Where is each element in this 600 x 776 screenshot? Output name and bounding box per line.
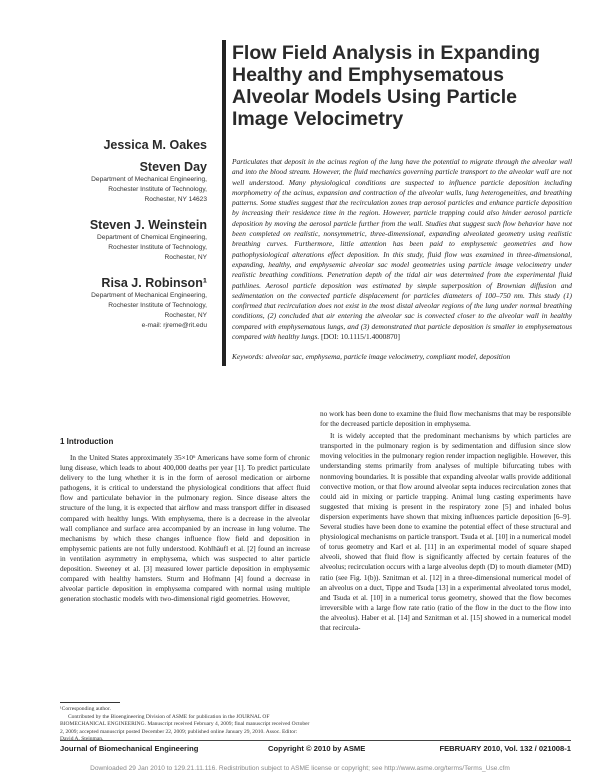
footer-copyright: Copyright © 2010 by ASME	[268, 744, 366, 753]
author-affiliation-line: Department of Mechanical Engineering,	[91, 176, 207, 183]
author-email[interactable]: e-mail: rjreme@rit.edu	[141, 322, 207, 329]
download-notice: Downloaded 29 Jan 2010 to 129.21.11.116. Redistribution subject to ASME license or copyright; see http://www.asme.org/terms/Terms_Use.cfm	[90, 765, 510, 772]
author-block	[0, 159, 207, 205]
body-paragraph: It is widely accepted that the predominant mechanisms by which particles are transported in the pulmonary region is by sedimentation and diffusion since slow moving velocities in the pulmonary region render impaction negligible. However, this understanding stems primarily from analyses of multiple bifurcating tubes with nonmoving boundaries. It is possible that expanding alveolar walls provide additional convective motion, or that flow around alveolar septa induces recirculation zones that could aid in mixing or particle trapping. Animal lung casting experiments have suggested that mixing is present in the respiratory zone [5] and inhaled bolus dispersion experiments have shown that mixing influences particle deposition [6–9]. Several studies have been done to examine the potential effect of these structural and physiological mechanisms on particle transport. Tsuda et al. [10] in a numerical model of torus geometry and Karl et al. [11] in an experimental model of square shaped alveoli, showed that fluid flow is significantly affected by certain features of the alveolus; recirculation occurs with a large alveolus depth (D) to mouth diameter (MD) ratio (see Fig. 1(b)). Sznitman et al. [12] in a three-dimensional numerical model of an alveolus on a duct, Tippe and Tsuda [13] in a experimental alveolated torus model, and Tsuda et al. [10] in a numerical torus geometry, showed that the flow becomes irreversible with a large flow rate ratio (ratio of the flow in the duct to the flow into the alveolus). Haber et al. [14] and Sznitman et al. [15] showed in a numerical model that recircula-	[320, 432, 571, 632]
body-paragraph: In the United States approximately 35×10⁶ Americans have some form of chronic lung disease, which leads to about 400,000 deaths per year [1]. To predict particulate delivery to the lung whether it is in the form of aerosol medication or airborne pathogens, it is critical to understand the physiological conditions that affect fluid flow and particulate behavior in the pulmonary region. Since disease alters the structure of the lung, it is expected that airflow and mass transport differ in diseased compared with healthy lungs. With emphysema, there is a decrease in the alveolar wall compliance and surface area accompanied by an increase in lung volume. The mechanisms by which these changes influence flow field and deposition in emphysemic patients are not fully understood. Kohlhäufl et al. [2] found an increase in ventilation asymmetry in emphysema, which was suspected to alter particle deposition. Sweeney et al. [3] measured lower particle deposition in emphysemic compared with healthy hamsters. Sturm and Hofmann [4] found a decrease in alveolar particle deposition in emphysema compared with normal using multiple generation stochastic models with two-dimensional rigid geometries. However,	[60, 454, 310, 604]
paper-title: Flow Field Analysis in Expanding Healthy and Emphysematous Alveolar Models Using Particle Image Velocimetry	[232, 42, 541, 130]
footer-journal: Journal of Biomechanical Engineering	[60, 744, 199, 753]
author-affiliation-line: Rochester Institute of Technology,	[108, 244, 207, 251]
footnotes	[60, 706, 310, 744]
author-affiliation-line: Rochester Institute of Technology,	[108, 186, 207, 193]
page-footer	[60, 744, 571, 756]
doi-link[interactable]: [DOI: 10.1115/1.4000870]	[321, 332, 400, 342]
section-heading: 1 Introduction	[60, 437, 114, 446]
author-block	[0, 275, 207, 331]
author-affiliation-line: Rochester Institute of Technology,	[108, 302, 207, 309]
author-name: Jessica M. Oakes	[103, 138, 207, 152]
author-list	[0, 137, 207, 343]
author-affiliation-line: Rochester, NY	[164, 312, 207, 319]
footer-rule	[60, 740, 571, 741]
author-name: Steven Day	[139, 160, 207, 174]
author-block	[0, 217, 207, 263]
body-column-left	[60, 436, 310, 604]
title-rule	[222, 40, 226, 366]
author-block	[0, 137, 207, 153]
author-affiliation-line: Department of Chemical Engineering,	[97, 234, 207, 241]
author-affiliation-line: Rochester, NY	[164, 254, 207, 261]
keywords: Keywords: alveolar sac, emphysema, particle image velocimetry, compliant model, deposition	[232, 352, 511, 361]
author-name: Steven J. Weinstein	[89, 218, 207, 232]
abstract-text: Particulates that deposit in the acinus region of the lung have the potential to migrate through the alveolar wall and into the blood stream. However, the fluid mechanics governing particle transport to the alveolar wall are not well understood. Many physiological conditions are suspected to influence particle deposition including morphometry of the acinus, expansion and contraction of the alveolar walls, lung heterogeneities, and breathing patterns. Some studies suggest that the recirculation zones trap aerosol particles and enhance particle deposition by increasing their residence time in the region. However, particle trapping could also hinder aerosol particle deposition by moving the aerosol particle further from the wall. Studies that suggest such flow behavior have not been completed on realistic, nonsymmetric, three-dimensional, expanding alveolated geometry using realistic breathing curves. Furthermore, little attention has been paid to emphysemic geometries and how pathophysiological alterations effect deposition. In this study, fluid flow was examined in three-dimensional, expanding, healthy, and emphysemic alveolar sac model geometries using particle image velocimetry under realistic breathing conditions. Penetration depth of the tidal air was determined from the experimental fluid pathlines. Aerosol particle deposition was estimated by simple superposition of Brownian diffusion and sedimentation on the convected particle displacement for particles diameters of 100–750 nm. This study (1) confirmed that recirculation does not exist in the most distal alveolar regions of the lung under normal breathing conditions, (2) concluded that air entering the alveolar sac is convected closer to the alveolar wall in healthy compared with emphysematous lungs, and (3) demonstrated that particle deposition is smaller in emphysematous compared with healthy lungs.	[232, 157, 572, 342]
body-paragraph: no work has been done to examine the fluid flow mechanisms that may be responsible for the decreased particle deposition in emphysema.	[320, 410, 571, 429]
footnote: Contributed by the Bioengineering Division of ASME for publication in the JOURNAL OF BIOMECHANICAL ENGINEERING. Manuscript received February 4, 2009; final manuscript received October 2, 2009; accepted manuscript posted December 22, 2009; published online January 29, 2010. Assoc. Editor:	[60, 713, 310, 735]
author-affiliation-line: Department of Mechanical Engineering,	[91, 292, 207, 299]
author-name: Risa J. Robinson¹	[101, 276, 207, 290]
body-column-right	[320, 409, 571, 633]
footnote: ¹Corresponding author.	[60, 706, 111, 712]
abstract	[232, 157, 572, 342]
footer-volume: FEBRUARY 2010, Vol. 132 / 021008-1	[439, 744, 571, 753]
footnote-rule	[60, 702, 120, 703]
author-affiliation-line: Rochester, NY 14623	[144, 196, 207, 203]
